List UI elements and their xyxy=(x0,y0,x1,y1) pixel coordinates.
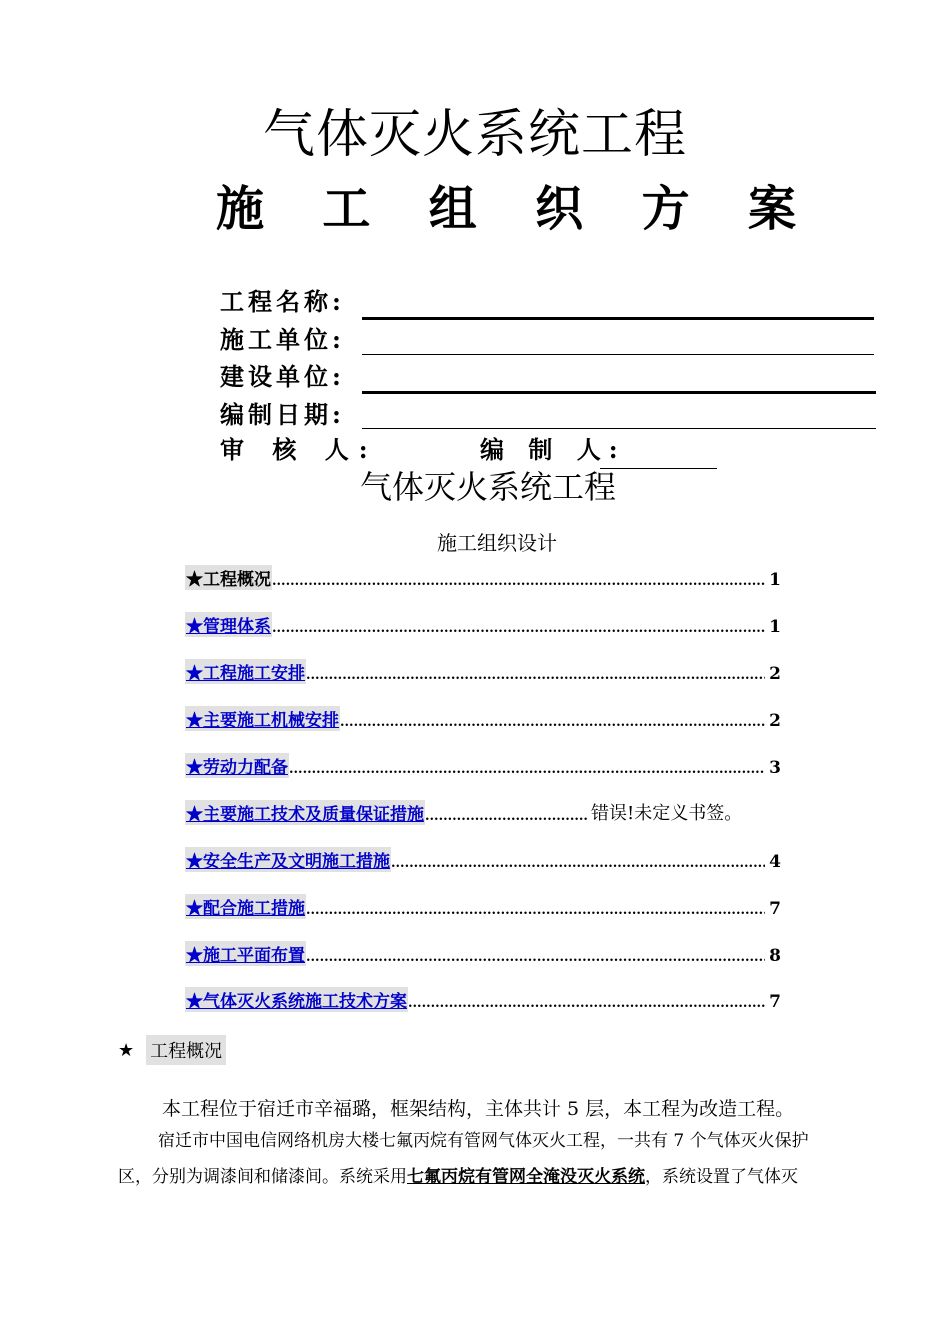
field-compiler: 编 制 人: xyxy=(480,435,626,464)
toc-item[interactable] xyxy=(185,895,781,919)
toc-item[interactable] xyxy=(185,660,781,684)
toc-item[interactable] xyxy=(185,707,781,731)
cover-subtitle-char: 组 xyxy=(428,181,477,237)
toc-page: 1 xyxy=(769,617,781,637)
toc-link[interactable]: ★管理体系 xyxy=(185,612,272,637)
field-line xyxy=(362,428,876,429)
field-date: 编制日期: xyxy=(220,400,345,429)
field-owner: 建设单位: xyxy=(220,362,345,391)
toc-link[interactable]: ★施工平面布置 xyxy=(185,941,306,966)
field-reviewer: 审 核 人: xyxy=(220,435,378,464)
cover-subtitle-char: 案 xyxy=(747,181,796,237)
toc-item[interactable] xyxy=(185,613,781,637)
toc-link[interactable]: ★劳动力配备 xyxy=(185,753,289,778)
toc-link[interactable]: ★安全生产及文明施工措施 xyxy=(185,847,391,872)
cover-subtitle xyxy=(216,170,796,239)
toc-item[interactable] xyxy=(185,942,781,966)
toc-leader xyxy=(391,855,765,872)
section-heading xyxy=(118,1035,226,1065)
toc-item[interactable] xyxy=(185,754,781,778)
toc-page: 7 xyxy=(769,899,781,919)
toc-leader xyxy=(272,620,765,637)
field-project-name: 工程名称: xyxy=(220,287,345,316)
toc-leader xyxy=(289,761,765,778)
toc-leader xyxy=(425,808,587,825)
toc-page: 3 xyxy=(769,758,781,778)
body-paragraph: 宿迁市中国电信网络机房大楼七氟丙烷有管网气体灭火工程，一共有 7 个气体灭火保护 xyxy=(158,1131,809,1151)
toc-leader xyxy=(408,995,765,1012)
toc-leader xyxy=(340,714,765,731)
toc-item[interactable] xyxy=(185,848,781,872)
toc-item[interactable] xyxy=(185,988,781,1012)
toc-leader xyxy=(306,902,765,919)
toc-leader xyxy=(306,667,765,684)
toc-leader xyxy=(306,949,765,966)
toc-link[interactable]: ★工程施工安排 xyxy=(185,659,306,684)
body-underlined-text: 七氟丙烷有管网全淹没灭火系统 xyxy=(407,1167,645,1187)
toc-error-text: 错误!未定义书签。 xyxy=(591,803,743,824)
star-icon: ★ xyxy=(118,1039,135,1061)
toc-page: 2 xyxy=(769,664,781,684)
cover-subtitle-char: 工 xyxy=(322,181,371,237)
section-heading-label: 工程概况 xyxy=(146,1035,226,1065)
field-contractor: 施工单位: xyxy=(220,325,345,354)
toc-link[interactable]: ★主要施工机械安排 xyxy=(185,706,340,731)
toc-link[interactable]: ★主要施工技术及质量保证措施 xyxy=(185,800,425,825)
cover-subtitle-char: 施 xyxy=(216,181,265,237)
cover-subtitle-char: 方 xyxy=(641,181,690,237)
document-subtitle: 气体灭火系统工程 xyxy=(360,468,617,506)
toc-title: 施工组织设计 xyxy=(437,531,557,555)
cover-subtitle-char: 织 xyxy=(535,181,584,237)
toc-leader xyxy=(272,573,765,590)
toc-link[interactable]: ★气体灭火系统施工技术方案 xyxy=(185,987,408,1012)
toc-label[interactable]: ★工程概况 xyxy=(185,565,272,590)
field-line xyxy=(600,468,717,469)
toc-item[interactable] xyxy=(185,566,781,590)
body-paragraph: 本工程位于宿迁市辛福璐，框架结构，主体共计 5 层，本工程为改造工程。 xyxy=(162,1098,795,1120)
toc-link[interactable]: ★配合施工措施 xyxy=(185,894,306,919)
toc-item[interactable] xyxy=(185,801,785,825)
toc-page: 1 xyxy=(769,570,781,590)
body-text: 区，分别为调漆间和储漆间。系统采用 xyxy=(118,1167,407,1187)
body-text: ，系统设置了气体灭 xyxy=(645,1167,798,1187)
field-line xyxy=(362,354,874,355)
toc-page: 7 xyxy=(769,992,781,1012)
cover-title: 气体灭火系统工程 xyxy=(262,105,687,165)
toc-page: 2 xyxy=(769,711,781,731)
field-line xyxy=(362,391,876,394)
toc-page: 8 xyxy=(769,946,781,966)
toc-page: 4 xyxy=(769,852,781,872)
body-paragraph xyxy=(118,1162,798,1187)
field-line xyxy=(362,317,874,320)
